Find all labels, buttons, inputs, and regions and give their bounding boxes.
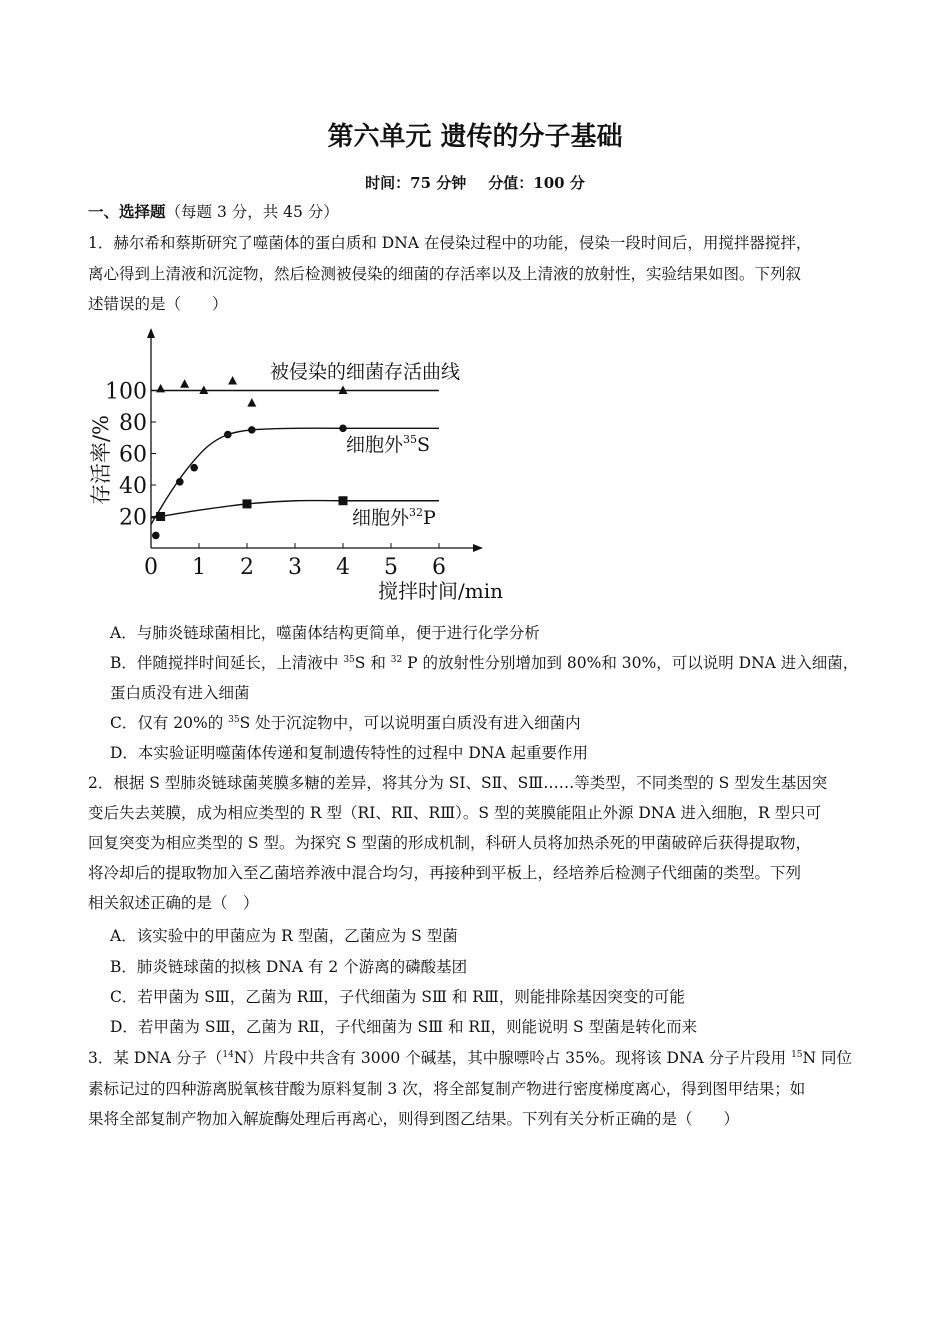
triangle-data-point [199,386,208,395]
q3-stem-line: 果将全部复制产物加入解旋酶处理后再离心，则得到图乙结果。下列有关分析正确的是（ ） [88,1110,740,1128]
x-axis-arrow [473,544,483,552]
circle-data-point [339,425,347,433]
x-axis-label: 搅拌时间/min [378,579,503,603]
q3-stem-line [88,1048,878,1068]
x-tick-label: 3 [288,555,302,580]
q3-stem-part: N）片段中共含有 3000 个碱基，其中腺嘌呤占 35%。现将该 DNA 分子片段用 [233,1049,792,1067]
triangle-data-point [228,376,237,385]
q1-stem-line: 述错误的是（ ） [88,295,228,313]
triangle-data-point [156,384,165,393]
triangle-data-point [247,398,256,407]
isotope-number: 15 [791,1050,803,1060]
x-tick-label: 4 [336,555,350,580]
q2-option-b[interactable]: B．肺炎链球菌的拟核 DNA 有 2 个游离的磷酸基团 [110,958,468,976]
q2-stem-line: 变后失去荚膜，成为相应类型的 R 型（RⅠ、RⅡ、RⅢ）。S 型的荚膜能阻止外源 DNA 进入细胞，R 型只可 [88,804,822,822]
series-label-sup: 35 [403,433,418,446]
q1-stem-line: 离心得到上清液和沉淀物，然后检测被侵染的细菌的存活率以及上清液的放射性，实验结果如图。下列叙 [88,265,802,283]
section-heading [88,202,878,222]
x-tick-label: 6 [432,555,446,580]
circle-data-point [190,464,198,472]
series-label-main: 细胞外 [352,507,410,529]
page-title: 第六单元 遗传的分子基础 [327,122,623,152]
q3-stem-line: 素标记过的四种游离脱氧核苷酸为原料复制 3 次，将全部复制产物进行密度梯度离心，得到图甲结果；如 [88,1080,806,1098]
q2-stem-line: 相关叙述正确的是（ ） [88,894,259,912]
triangle-data-point [339,386,348,395]
square-data-point [339,496,348,505]
y-tick-label: 20 [119,505,147,531]
q1-option-b[interactable] [110,653,900,673]
q2-option-a[interactable]: A．该实验中的甲菌应为 R 型菌，乙菌应为 S 型菌 [110,927,458,945]
series-label-p32 [352,506,436,529]
q3-stem-part: N 同位 [802,1049,853,1067]
series-label-sup: 32 [409,506,424,519]
circle-data-point [176,478,184,486]
y-axis-arrow [147,328,155,338]
chart-marks [152,376,348,539]
survival-chart [84,322,524,612]
y-tick-label: 100 [105,379,147,405]
exam-meta [0,172,950,193]
triangle-data-point [180,379,189,388]
isotope-number: 35 [343,655,355,665]
time-limit: 时间：75 分钟 [365,174,467,192]
series-label-survival: 被侵染的细菌存活曲线 [270,361,461,383]
series-label-tail: P [423,507,436,529]
series-label-main: 细胞外 [346,434,404,456]
circle-data-point [224,431,232,439]
q1-option-b-part: B．伴随搅拌时间延长，上清液中 [110,654,344,672]
total-score: 分值：100 分 [488,174,585,192]
x-tick-label: 0 [144,555,158,580]
y-tick-label: 60 [119,442,147,468]
y-tick-label: 80 [119,411,147,436]
circle-data-point [248,426,256,434]
q1-option-c-part: C．仅有 20%的 [110,714,229,732]
q1-option-a[interactable]: A．与肺炎链球菌相比，噬菌体结构更简单，便于进行化学分析 [110,624,540,642]
x-tick-label: 1 [192,555,206,580]
isotope-number: 35 [228,715,240,725]
section-title: 一、选择题 [88,203,166,221]
series-label-s35 [346,433,430,456]
q1-option-c[interactable] [110,713,900,733]
square-data-point [243,499,252,508]
q2-option-d[interactable]: D．若甲菌为 SⅢ，乙菌为 RⅡ，子代细菌为 SⅢ 和 RⅡ，则能说明 S 型菌是转化而来 [110,1018,698,1036]
q2-stem-line: 回复突变为相应类型的 S 型。为探究 S 型菌的形成机制，科研人员将加热杀死的甲菌破碎后获得提取物， [88,834,811,852]
isotope-number: 32 [390,655,403,665]
q1-option-d[interactable]: D．本实验证明噬菌体传递和复制遗传特性的过程中 DNA 起重要作用 [110,744,588,762]
circle-data-point [152,532,160,540]
q1-option-b-part: S 和 [354,654,391,672]
q1-option-b-part: P 的放射性分别增加到 80%和 30%，可以说明 DNA 进入细菌， [402,654,859,672]
q1-option-b-cont: 蛋白质没有进入细菌 [110,684,250,702]
section-note: （每题 3 分，共 45 分） [165,203,339,221]
y-axis-label: 存活率/% [89,414,113,506]
square-data-point [156,512,165,521]
chart-curves [151,391,439,525]
isotope-number: 14 [222,1050,234,1060]
series-label-tail: S [417,434,431,456]
q2-stem-line: 2．根据 S 型肺炎链球菌荚膜多糖的差异，将其分为 SⅠ、SⅡ、SⅢ……等类型，不同类型的 S 型发生基因突 [88,774,828,792]
q1-option-c-part: S 处于沉淀物中，可以说明蛋白质没有进入细菌内 [239,714,581,732]
x-tick-label: 5 [384,555,398,580]
x-tick-label: 2 [240,555,254,580]
q2-option-c[interactable]: C．若甲菌为 SⅢ，乙菌为 RⅢ，子代细菌为 SⅢ 和 RⅢ，则能排除基因突变的可能 [110,988,685,1006]
q3-stem-part: 3．某 DNA 分子（ [88,1049,223,1067]
q1-stem-line: 1．赫尔希和蔡斯研究了噬菌体的蛋白质和 DNA 在侵染过程中的功能，侵染一段时间后，用搅拌器搅拌， [88,234,812,252]
chart-labels [270,361,460,529]
y-tick-label: 40 [119,474,147,499]
q2-stem-line: 将冷却后的提取物加入至乙菌培养液中混合均匀，再接种到平板上，经培养后检测子代细菌的类型。下列 [88,864,802,882]
